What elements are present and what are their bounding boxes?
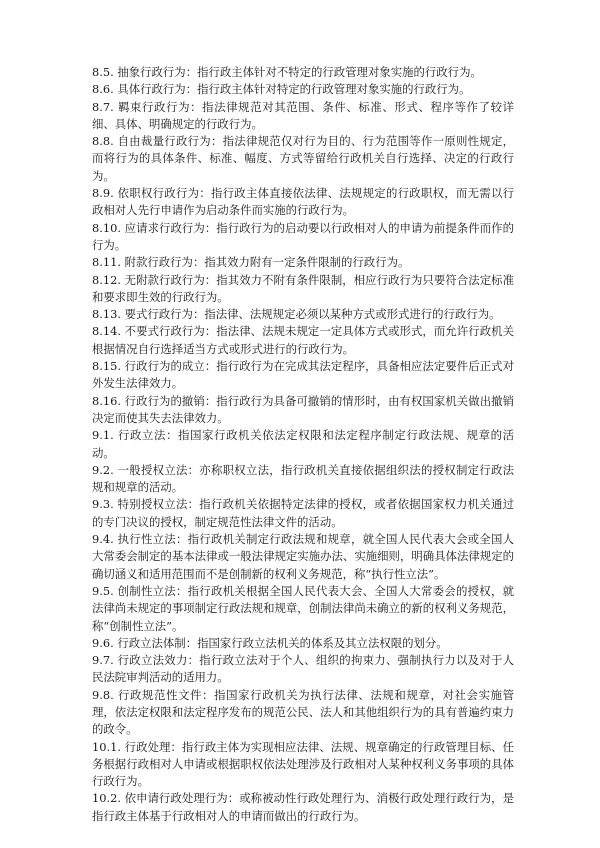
entry-8-8: 8.8. 自由裁量行政行为：指法律规范仅对行为目的、行为范围等作一原则性规定，而将行为的具体条件、标准、幅度、方式等留给行政机关自行选择、决定的行政行为。 [92, 134, 514, 183]
entry-9-5: 9.5. 创制性立法：指行政机关根据全国人民代表大会、全国人大常委会的授权，就法律尚未规定的事项制定行政法规和规章，创制法律尚未确立的新的权利义务规范，称“创制性立法”。 [92, 583, 514, 633]
entry-8-14: 8.14. 不要式行政行为：指法律、法规未规定一定具体方式或形式，而允许行政机关根据情况自行选择适当方式或形式进行的行政行为。 [92, 324, 514, 356]
entry-10-1: 10.1. 行政处理：指行政主体为实现相应法律、法规、规章确定的行政管理目标、任务根据行政相对人申请或根据职权依法处理涉及行政相对人某种权利义务事项的具体行政行为。 [92, 739, 514, 789]
entry-9-3: 9.3. 特别授权立法：指行政机关依据特定法律的授权，或者依据国家权力机关通过的专门决议的授权，制定规范性法律文件的活动。 [92, 497, 514, 529]
entry-8-16: 8.16. 行政行为的撤销：指行政行为具备可撤销的情形时，由有权国家机关做出撤销决定而使其失去法律效力。 [92, 393, 514, 425]
entry-8-13: 8.13. 要式行政行为：指法律、法规规定必须以某种方式或形式进行的行政行为。 [92, 307, 501, 322]
entry-8-15: 8.15. 行政行为的成立：指行政行为在完成其法定程序，具备相应法定要件后正式对外发生法律效力。 [92, 359, 514, 391]
entry-9-2: 9.2. 一般授权立法：亦称职权立法，指行政机关直接依据组织法的授权制定行政法规和规章的活动。 [92, 462, 514, 495]
document-body [92, 64, 514, 825]
entry-8-10: 8.10. 应请求行政行为：指行政行为的启动要以行政相对人的申请为前提条件而作的行为。 [92, 220, 514, 252]
entry-10-2: 10.2. 依申请行政处理行为：或称被动性行政处理行为、消极行政处理行政行为，是指行政主体基于行政相对人的申请而做出的行政行为。 [92, 791, 514, 823]
entry-9-7: 9.7. 行政立法效力：指行政立法对于个人、组织的拘束力、强制执行力以及对于人民法院审判活动的适用力。 [92, 653, 514, 685]
entry-9-8: 9.8. 行政规范性文件：指国家行政机关为执行法律、法规和规章，对社会实施管理，依法定权限和法定程序发布的规范公民、法人和其他组织行为的具有普遍约束力的政令。 [92, 687, 514, 737]
entry-9-1: 9.1. 行政立法：指国家行政机关依法定权限和法定程序制定行政法规、规章的活动。 [92, 428, 514, 460]
entry-8-11: 8.11. 附款行政行为：指其效力附有一定条件限制的行政行为。 [92, 255, 410, 270]
entry-9-6: 9.6. 行政立法体制：指国家行政立法机关的体系及其立法权限的划分。 [92, 635, 448, 650]
entry-8-7: 8.7. 羁束行政行为：指法律规范对其范围、条件、标准、形式、程序等作了较详细、具体、明确规定的行政行为。 [92, 99, 514, 131]
entry-8-9: 8.9. 依职权行政行为：指行政主体直接依法律、法规规定的行政职权，而无需以行政相对人先行申请作为启动条件而实施的行政行为。 [92, 186, 514, 218]
entry-8-5: 8.5. 抽象行政行为：指行政主体针对不特定的行政管理对象实施的行政行为。 [92, 65, 482, 79]
entry-8-6: 8.6. 具体行政行为：指行政主体针对特定的行政管理对象实施的行政行为。 [92, 82, 471, 97]
entry-9-4: 9.4. 执行性立法：指行政机关制定行政法规和规章，就全国人民代表大会或全国人大常委会制定的基本法律或一般法律规定实施办法、实施细则，明确具体法律规定的确切涵义和适用范围而不是创制新的权利义务规范，称“执行性立法”。 [92, 532, 514, 581]
entry-8-12: 8.12. 无附款行政行为：指其效力不附有条件限制，相应行政行为只要符合法定标准和要求即生效的行政行为。 [92, 272, 514, 304]
